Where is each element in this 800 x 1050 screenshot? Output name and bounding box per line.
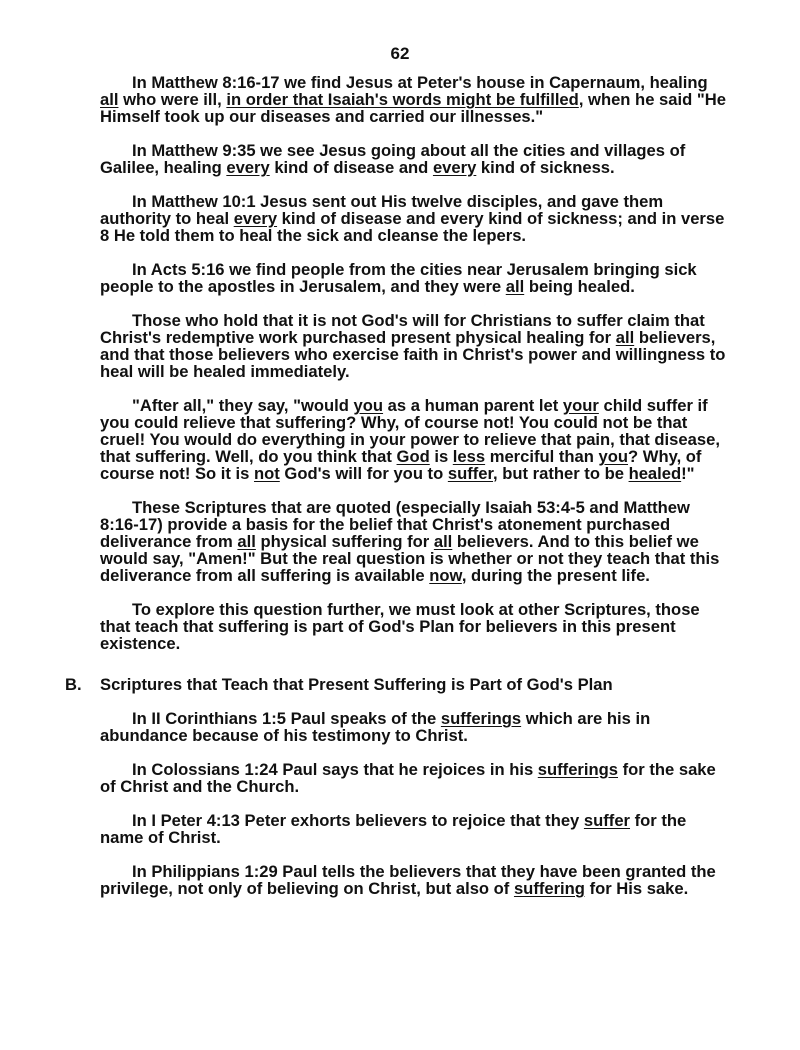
- text-run: kind of sickness.: [476, 158, 615, 177]
- text-run: is: [429, 447, 453, 466]
- text-run: physical suffering for: [255, 532, 434, 551]
- underlined-text: all: [505, 277, 525, 296]
- underlined-text: your: [562, 396, 599, 415]
- paragraph: [100, 863, 728, 897]
- page-number: 62: [390, 44, 410, 63]
- underlined-text: suffer: [447, 464, 494, 483]
- page-content: [65, 73, 728, 914]
- underlined-text: all: [615, 328, 635, 347]
- text-run: kind of disease and every kind of sickness; and in verse 8 He told them to heal the sick and cleanse the lepers.: [100, 209, 725, 245]
- text-run: for His sake.: [584, 879, 689, 898]
- text-run: In Philippians 1:29 Paul tells the believers that they have been granted the privilege, not only of believing on Christ, but also of: [100, 862, 716, 898]
- text-run: , during the present life.: [461, 566, 650, 585]
- text-run: for the name of Christ.: [100, 811, 687, 847]
- underlined-text: God: [396, 447, 430, 466]
- text-run: In Matthew 10:1 Jesus sent out His twelve disciples, and gave them authority to heal: [100, 192, 664, 228]
- underlined-text: healed: [628, 464, 682, 483]
- text-run: Those who hold that it is not God's will for Christians to suffer claim that Christ's redemptive work purchased present physical healing for: [100, 311, 705, 347]
- paragraph: [100, 499, 728, 584]
- text-run: ? Why, of course not! So it is: [100, 447, 702, 483]
- paragraph: [100, 142, 728, 176]
- underlined-text: now: [429, 566, 462, 585]
- paragraph: [100, 261, 728, 295]
- underlined-text: sufferings: [440, 709, 522, 728]
- text-run: To explore this question further, we must look at other Scriptures, those that teach that suffering is part of God's Plan for believers in this present existence.: [100, 600, 700, 653]
- text-run: In Matthew 9:35 we see Jesus going about all the cities and villages of Galilee, healing: [100, 141, 686, 177]
- text-run: child suffer if you could relieve that suffering? Why, of course not! You could not be that cruel! You would do everything in your power to relieve that pain, that disease, that suffering. Well, do you think that: [100, 396, 720, 466]
- section-heading: [65, 675, 728, 694]
- section-title: Scriptures that Teach that Present Suffering is Part of God's Plan: [100, 675, 613, 694]
- underlined-text: every: [226, 158, 270, 177]
- text-run: who were ill,: [118, 90, 227, 109]
- text-run: In Acts 5:16 we find people from the cities near Jerusalem bringing sick people to the apostles in Jerusalem, and they were: [100, 260, 697, 296]
- section-paragraphs: [100, 710, 728, 897]
- paragraph: [100, 761, 728, 795]
- text-run: kind of disease and: [269, 158, 433, 177]
- paragraph: [100, 601, 728, 652]
- text-run: believers, and that those believers who exercise faith in Christ's power and willingness to heal will be healed immediately.: [100, 328, 726, 381]
- underlined-text: all: [237, 532, 256, 551]
- paragraph: [100, 710, 728, 744]
- text-run: These Scriptures that are quoted (especially Isaiah 53:4-5 and Matthew 8:16-17) provide a basis for the belief that Christ's atonement purchased deliverance from: [100, 498, 690, 551]
- paragraph: [100, 312, 728, 380]
- underlined-text: all: [433, 532, 453, 551]
- text-run: , when he said "He Himself took up our diseases and carried our illnesses.": [100, 90, 726, 126]
- text-run: In II Corinthians 1:5 Paul speaks of the: [132, 709, 441, 728]
- paragraph: [100, 397, 728, 482]
- text-run: In I Peter 4:13 Peter exhorts believers to rejoice that they: [132, 811, 584, 830]
- text-run: merciful than: [485, 447, 599, 466]
- text-run: !": [681, 464, 695, 483]
- underlined-text: every: [432, 158, 477, 177]
- intro-paragraphs: [100, 74, 728, 652]
- paragraph: [100, 74, 728, 125]
- paragraph: [100, 193, 728, 244]
- text-run: "After all," they say, "would: [132, 396, 354, 415]
- text-run: In Matthew 8:16-17 we find Jesus at Peter's house in Capernaum, healing: [132, 73, 708, 92]
- underlined-text: all: [100, 90, 119, 109]
- text-run: believers. And to this belief we would say, "Amen!" But the real question is whether or not they teach that this deliverance from all suffering is available: [100, 532, 720, 585]
- underlined-text: sufferings: [537, 760, 618, 779]
- text-run: , but rather to be: [493, 464, 629, 483]
- paragraph: [100, 812, 728, 846]
- underlined-text: suffer: [583, 811, 631, 830]
- underlined-text: suffering: [513, 879, 585, 898]
- text-run: God's will for you to: [279, 464, 448, 483]
- text-run: for the sake of Christ and the Church.: [100, 760, 716, 796]
- underlined-text: every: [233, 209, 278, 228]
- text-run: as a human parent let: [383, 396, 563, 415]
- text-run: which are his in abundance because of his testimony to Christ.: [100, 709, 651, 745]
- text-run: being healed.: [524, 277, 635, 296]
- underlined-text: less: [452, 447, 486, 466]
- section-letter: B.: [65, 675, 82, 694]
- underlined-text: you: [598, 447, 629, 466]
- underlined-text: you: [353, 396, 384, 415]
- underlined-text: in order that Isaiah's words might be fulfilled: [226, 90, 579, 109]
- underlined-text: not: [253, 464, 280, 483]
- text-run: In Colossians 1:24 Paul says that he rejoices in his: [132, 760, 538, 779]
